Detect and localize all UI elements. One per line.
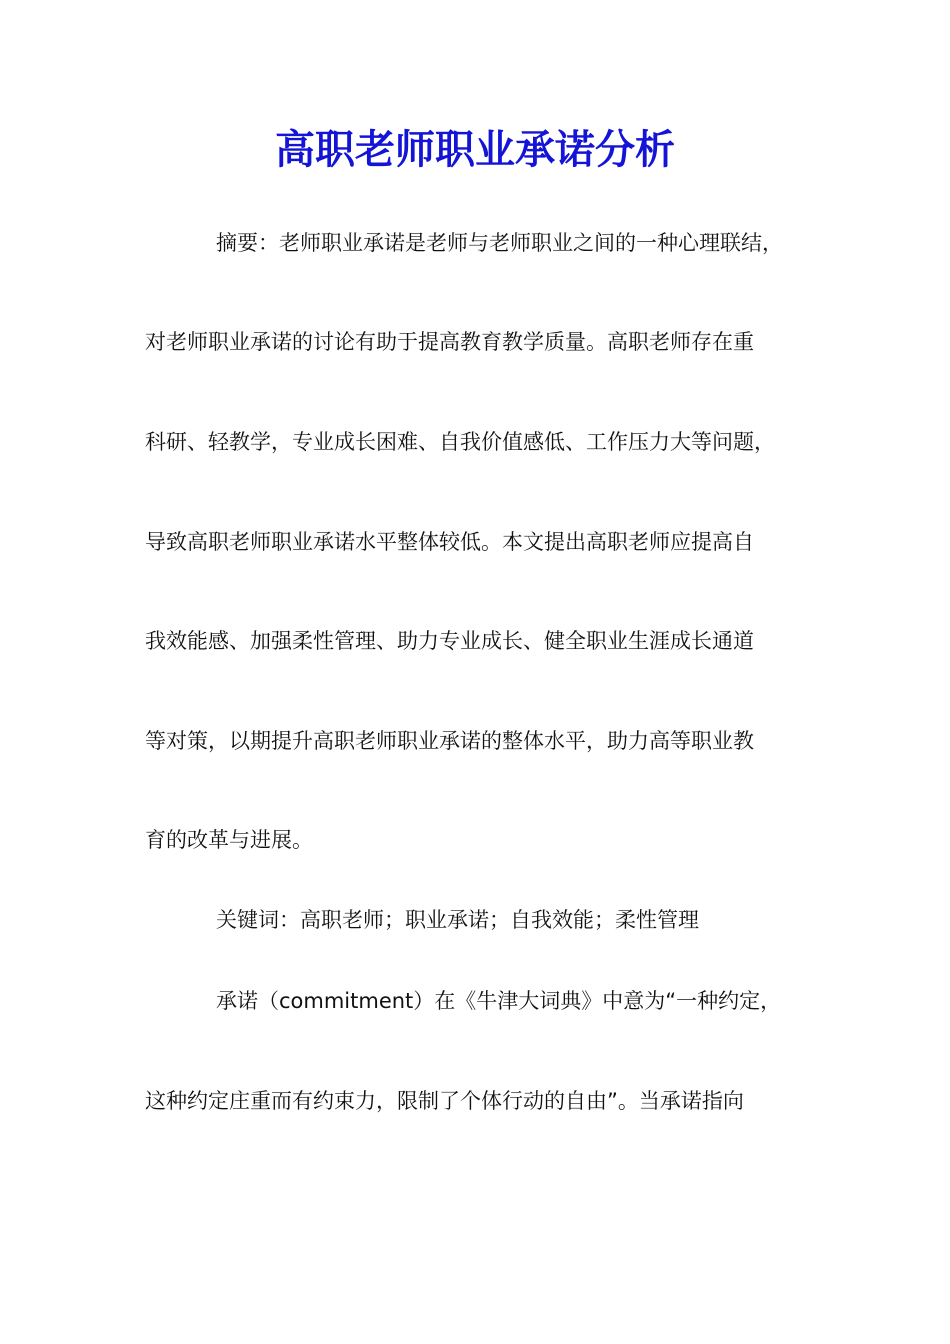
abstract-line-6: 等对策，以期提升高职老师职业承诺的整体水平，助力高等职业教 bbox=[145, 729, 754, 753]
body-line-2: 这种约定庄重而有约束力，限制了个体行动的自由”。当承诺指向 bbox=[145, 1089, 744, 1113]
abstract-line-7: 育的改革与进展。 bbox=[145, 828, 313, 852]
abstract-line-5: 我效能感、加强柔性管理、助力专业成长、健全职业生涯成长通道 bbox=[145, 629, 754, 653]
body-line-1: 承诺（commitment）在《牛津大词典》中意为“一种约定， bbox=[216, 989, 782, 1013]
keywords-line: 关键词：高职老师；职业承诺；自我效能；柔性管理 bbox=[216, 908, 699, 932]
abstract-line-1: 摘要：老师职业承诺是老师与老师职业之间的一种心理联结， bbox=[216, 231, 783, 255]
abstract-line-4: 导致高职老师职业承诺水平整体较低。本文提出高职老师应提高自 bbox=[145, 530, 754, 554]
abstract-line-3: 科研、轻教学，专业成长困难、自我价值感低、工作压力大等问题， bbox=[145, 430, 775, 454]
document-title: 高职老师职业承诺分析 bbox=[275, 126, 675, 173]
abstract-line-2: 对老师职业承诺的讨论有助于提高教育教学质量。高职老师存在重 bbox=[145, 330, 754, 354]
